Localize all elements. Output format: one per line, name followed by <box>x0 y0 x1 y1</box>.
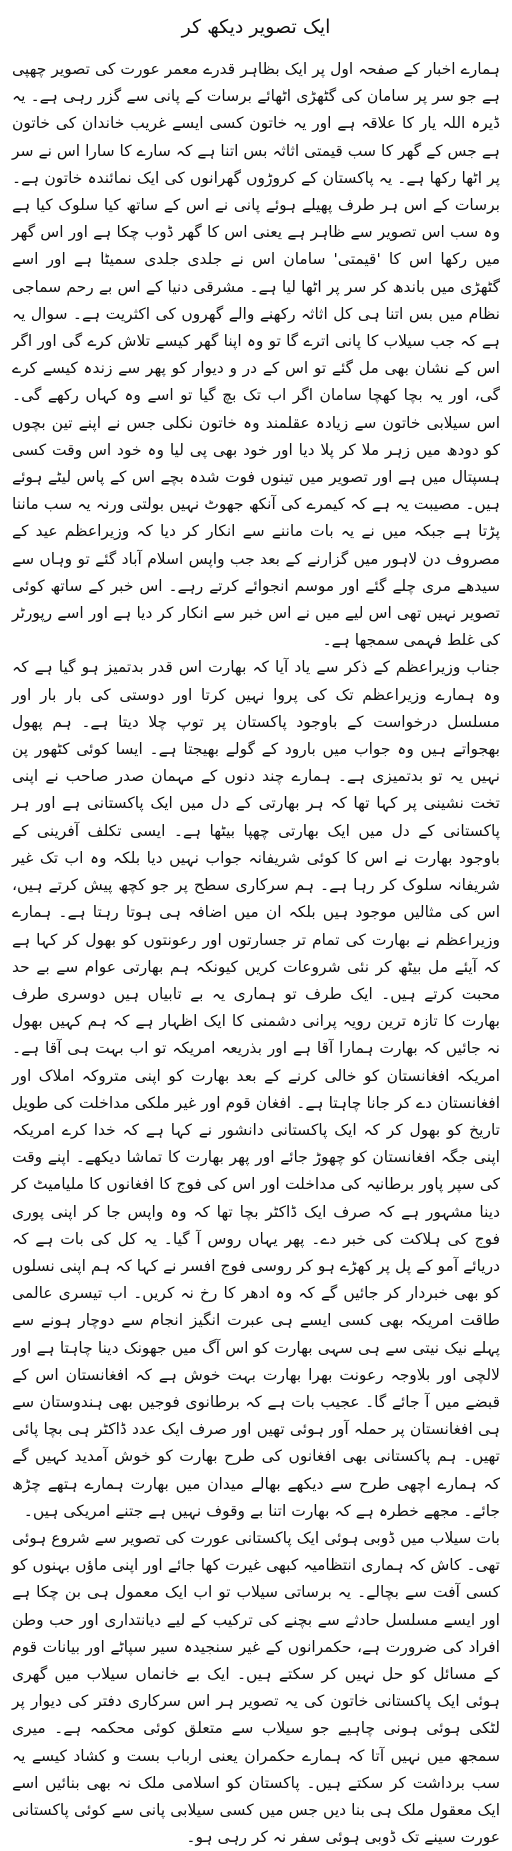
column-title: ایک تصویر دیکھ کر <box>181 16 331 38</box>
column-body <box>12 56 500 1851</box>
paragraph-3: بات سیلاب میں ڈوبی ہوئی ایک پاکستانی عورت کی تصویر سے شروع ہوئی تھی۔ کاش کہ ہماری انتظامیہ کبھی غیرت کھا جائے اور اپنی ماؤں بہنوں کو کسی آفت سے بچالے۔ یہ برساتی سیلاب تو اب ایک معمول ہی بن چکا ہے اور ایسے مسلسل حادثے سے بچنے کی ترکیب کے لیے دیانتداری اور حب وطن افراد کی ضرورت ہے، حکمرانوں کے غیر سنجیدہ سیر سپاٹے اور بیانات قوم کے مسائل کو حل نہیں کر سکتے ہیں۔ ایک بے خانماں سیلاب میں گھری ہوئی ایک پاکستانی خاتون کی یہ تصویر ہر اس سرکاری دفتر کی دیوار پر لٹکی ہوئی ہونی چاہیے جو سیلاب سے متعلق کوئی محکمہ ہے۔ میری سمجھ میں نہیں آتا کہ ہمارے حکمران یعنی ارباب بست و کشاد کیسے یہ سب برداشت کر سکتے ہیں۔ پاکستان کو اسلامی ملک نہ بھی بنائیں اسے ایک معقول ملک ہی بنا دیں جس میں کسی سیلابی پانی سے کوئی پاکستانی عورت سینے تک ڈوبی ہوئی سفر نہ کر رہی ہو۔ <box>12 1528 500 1847</box>
paragraph-2: جناب وزیراعظم کے ذکر سے یاد آیا کہ بھارت اس قدر بدتمیز ہو گیا ہے کہ وہ ہمارے وزیراعظم تک کی پروا نہیں کرتا اور دوستی کی بار بار اور مسلسل درخواست کے باوجود پاکستان پر توپ چلا دیتا ہے۔ ہم پھول بھجواتے ہیں وہ جواب میں بارود کے گولے بھیجتا ہے۔ ایسا کوئی کٹھور پن نہیں یہ تو بدتمیزی ہے۔ ہمارے چند دنوں کے مہمان صدر صاحب نے اپنی تخت نشینی پر کہا تھا کہ ہر بھارتی کے دل میں ایک پاکستانی ہے اور ہر پاکستانی کے دل میں ایک بھارتی چھپا بیٹھا ہے۔ ایسی تکلف آفرینی کے باوجود بھارت نے اس کا کوئی شریفانہ جواب نہیں دیا بلکہ وہ اب تک غیر شریفانہ سلوک کر رہا ہے۔ ہم سرکاری سطح پر جو کچھ پیش کرتے ہیں، اس کی مثالیں موجود ہیں بلکہ ان میں اضافہ ہی ہوتا رہتا ہے۔ ہمارے وزیراعظم نے بھارت کی تمام تر جسارتوں اور رعونتوں کو بھول کر کہا ہے کہ آیئے مل بیٹھ کر نئی شروعات کریں کیونکہ ہم بھارتی عوام سے بے حد محبت کرتے ہیں۔ ایک طرف تو ہماری یہ بے تابیاں ہیں دوسری طرف بھارت کا تازہ ترین رویہ پرانی دشمنی کا ایک اظہار ہے کہ ہم کہیں بھول نہ جائیں کہ بھارت ہمارا آقا ہے اور بذریعہ امریکہ تو اب بہت ہی آقا ہے۔ امریکہ افغانستان کو خالی کرنے کے بعد بھارت کو اپنی متروکہ املاک اور افغانستان دے کر جانا چاہتا ہے۔ افغان قوم اور غیر ملکی مداخلت کی طویل تاریخ کو بھول کر کہ ایک پاکستانی دانشور نے کہا ہے کہ خدا کرے امریکہ اپنی جگہ افغانستان کو چھوڑ جائے اور پھر بھارت کا تماشا دیکھے۔ اپنے وقت کی سپر پاور برطانیہ کی مداخلت اور اس کی فوج کا افغانوں کا ملیامیٹ کر دینا مشہور ہے کہ صرف ایک ڈاکٹر بچا تھا کہ وہ واپس جا کر اپنی پوری فوج کی ہلاکت کی خبر دے۔ پھر یہاں روس آ گیا۔ یہ کل کی بات ہے کہ دریائے آمو کے پل پر کھڑے ہو کر روسی فوج افسر نے کہا کہ ہم اپنی نسلوں کو بھی خبردار کر جائیں گے کہ وہ ادھر کا رخ نہ کریں۔ اب تیسری عالمی طاقت امریکہ بھی کسی ایسے ہی عبرت انگیز انجام سے دوچار ہونے سے پہلے نیک نیتی سے ہی سہی بھارت کو اس آگ میں جھونک دینا چاہتا ہے اور لالچی اور بلاوجہ رعونت بھرا بھارت بہت خوش ہے کہ افغانستان اس کے قبضے میں آ جائے گا۔ عجیب بات ہے کہ برطانوی فوجیں بھی ہندوستان سے ہی افغانستان پر حملہ آور ہوئی تھیں اور صرف ایک عدد ڈاکٹر ہی بچا پائی تھیں۔ ہم پاکستانی بھی افغانوں کی طرح بھارت کو خوش آمدید کہیں گے کہ ہمارے اچھی طرح سے دیکھے بھالے میدان میں بھارت ہمارے ہتھے چڑھ جائے۔ مجھے خطرہ ہے کہ بھارت اتنا بے وقوف نہیں ہے جتنے امریکی ہیں۔ <box>12 658 500 1520</box>
paragraph-1: ہمارے اخبار کے صفحہ اول پر ایک بظاہر قدرے معمر عورت کی تصویر چھپی ہے جو سر پر سامان کی گٹھڑی اٹھائے برسات کے پانی سے گزر رہی ہے۔ یہ ڈیرہ اللہ یار کا علاقہ ہے اور یہ خاتون کسی ایسے غریب خاندان کی خاتون ہے جس کے گھر کا سب قیمتی اثاثہ بس اتنا ہے کہ سارے کا سارا اس نے سر پر اٹھا رکھا ہے۔ یہ پاکستان کے کروڑوں گھرانوں کی ایک نمائندہ خاتون ہے۔ برسات کے اس ہر طرف پھیلے ہوئے پانی نے اس کے ساتھ کیا سلوک کیا ہے وہ سب اس تصویر سے ظاہر ہے یعنی اس کا گھر ڈوب چکا ہے اور اس گھر میں رکھا اس کا 'قیمتی' سامان اس نے جلدی جلدی سمیٹا ہے اور اسے گٹھڑی میں باندھ کر سر پر اٹھا لیا ہے۔ مشرقی دنیا کے اس بے رحم سماجی نظام میں بس اتنا ہی کل اثاثہ رکھنے والے گھروں کی اکثریت ہے۔ سوال یہ ہے کہ جب سیلاب کا پانی اترے گا تو وہ اپنا گھر کیسے تلاش کرے گی اور اگر اس کے نشان بھی مل گئے تو اس کے در و دیوار کو پھر سے زندہ کیسے کرے گی، اور یہ بچا کھچا سامان اگر اب تک بچ گیا تو اسے وہ کہاں رکھے گی۔ اس سیلابی خاتون سے زیادہ عقلمند وہ خاتون نکلی جس نے اپنے تین بچوں کو دودھ میں زہر ملا کر پلا دیا اور خود بھی پی لیا وہ خود اس وقت کسی ہسپتال میں ہے اور تصویر میں تینوں فوت شدہ بچے اس کے پاس لیٹے ہوئے ہیں۔ مصیبت یہ ہے کہ کیمرے کی آنکھ جھوٹ نہیں بولتی ورنہ یہ سب ماننا پڑتا ہے جبکہ میں نے یہ بات ماننے سے انکار کر دیا کہ وزیراعظم عید کے مصروف دن لاہور میں گزارنے کے بعد جب واپس اسلام آباد گئے تو وہاں سے سیدھے مری چلے گئے اور موسم انجوائے کرتے رہے۔ اس خبر کے ساتھ کوئی تصویر نہیں تھی اس لیے میں نے اس خبر سے انکار کر دیا ہے اور اسے رپورٹر کی غلط فہمی سمجھا ہے۔ <box>12 60 500 650</box>
